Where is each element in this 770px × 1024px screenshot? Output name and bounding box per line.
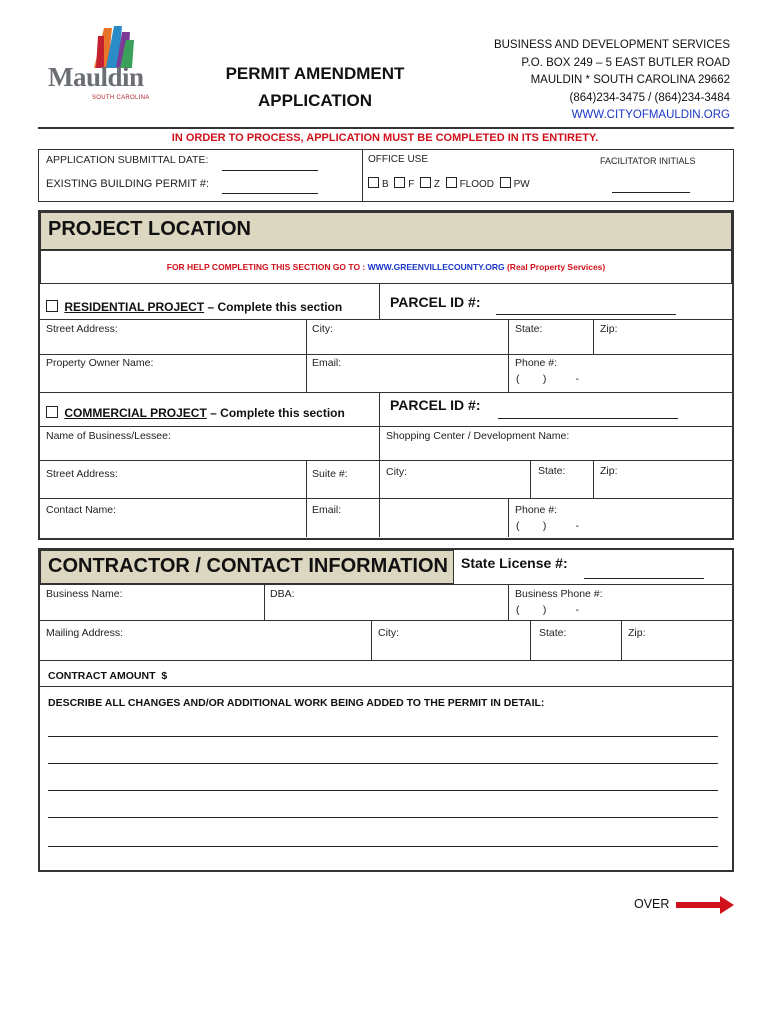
submittal-date-field[interactable] (222, 170, 318, 171)
describe-line-4[interactable] (48, 817, 718, 818)
existing-permit-field[interactable] (222, 193, 318, 194)
office-checkboxes (368, 177, 530, 190)
res-row1-top (40, 319, 732, 320)
facilitator-initials-label: FACILITATOR INITIALS (600, 156, 696, 166)
page-title-line1: PERMIT AMENDMENT (225, 64, 405, 83)
con-divider-state (530, 620, 531, 660)
describe-line-1[interactable] (48, 736, 718, 737)
org-website-link[interactable]: WWW.CITYOFMAULDIN.ORG (571, 109, 730, 121)
state-license-field[interactable] (584, 578, 704, 579)
org-contact-block (494, 37, 730, 125)
res-row2-top (40, 354, 732, 355)
com-divider-phone (508, 498, 509, 537)
com-state-label: State: (538, 465, 566, 477)
res-row-divider-b (508, 319, 509, 392)
residential-project-heading: RESIDENTIAL PROJECT – Complete this section (46, 300, 342, 314)
res-phone-label: Phone #: (515, 357, 558, 369)
org-phones: (864)234-3475 / (864)234-3484 (569, 91, 730, 104)
describe-line-2[interactable] (48, 763, 718, 764)
contractor-section (38, 548, 734, 872)
checkbox-icon (394, 177, 405, 188)
res-phone-format[interactable]: ( ) - (516, 373, 579, 385)
com-zip-label: Zip: (600, 465, 618, 477)
describe-changes-label: DESCRIBE ALL CHANGES AND/OR ADDITIONAL WORK BEING ADDED TO THE PERMIT IN DETAIL: (48, 697, 545, 709)
con-dba-label: DBA: (270, 588, 295, 600)
con-city-label: City: (378, 627, 399, 639)
res-owner-label: Property Owner Name: (46, 357, 154, 369)
header-divider (38, 127, 734, 129)
com-contact-label: Contact Name: (46, 504, 117, 516)
com-city-label: City: (386, 466, 407, 478)
city-logo (46, 22, 156, 108)
com-shopping-label: Shopping Center / Development Name: (386, 430, 570, 442)
con-divider-city (371, 620, 372, 660)
con-divider-zip (621, 620, 622, 660)
com-divider-state (530, 460, 531, 498)
com-phone-label: Phone #: (515, 504, 558, 516)
describe-line-3[interactable] (48, 790, 718, 791)
con-state-label: State: (539, 627, 567, 639)
res-row-divider-c (593, 319, 594, 354)
res-zip-label: Zip: (600, 323, 618, 335)
res-section-bottom (40, 392, 732, 393)
checkbox-icon (446, 177, 457, 188)
com-street-label: Street Address: (46, 468, 118, 480)
project-location-title: PROJECT LOCATION (48, 218, 251, 240)
office-check-f[interactable]: F (394, 179, 414, 190)
con-row4-top (40, 686, 732, 687)
com-divider-zip (593, 460, 594, 498)
com-parcel-box-left (379, 392, 380, 537)
org-address2: MAULDIN * SOUTH CAROLINA 29662 (530, 74, 730, 86)
con-row2-top (40, 620, 732, 621)
existing-permit-label: EXISTING BUILDING PERMIT #: (46, 178, 209, 190)
com-phone-format[interactable]: ( ) - (516, 520, 579, 532)
top-info-divider (362, 149, 363, 202)
con-divider-dba (264, 584, 265, 620)
res-row-divider-a (306, 319, 307, 392)
logo-subtext: SOUTH CAROLINA (92, 95, 150, 101)
com-row2-top (40, 460, 732, 461)
logo-text: Mauldin (48, 62, 144, 92)
com-row3-top (40, 498, 732, 499)
contractor-header (40, 550, 454, 584)
submittal-date-label: APPLICATION SUBMITTAL DATE: (46, 154, 209, 166)
res-city-label: City: (312, 323, 333, 335)
org-address1: P.O. BOX 249 – 5 EAST BUTLER ROAD (521, 56, 730, 69)
checkbox-icon (368, 177, 379, 188)
greenville-county-link[interactable]: WWW.GREENVILLECOUNTY.ORG (367, 262, 505, 272)
describe-line-5[interactable] (48, 846, 718, 847)
office-check-z[interactable]: Z (420, 179, 440, 190)
con-biz-phone-label: Business Phone #: (515, 588, 603, 600)
office-check-b[interactable]: B (368, 179, 389, 190)
org-name: BUSINESS AND DEVELOPMENT SERVICES (493, 39, 730, 51)
con-row1-top (40, 584, 732, 585)
office-use-label: OFFICE USE (368, 154, 429, 165)
page-title (200, 60, 430, 114)
com-suite-label: Suite #: (312, 468, 348, 480)
con-mailing-label: Mailing Address: (46, 627, 124, 639)
commercial-parcel-label: PARCEL ID #: (390, 397, 481, 413)
office-check-flood[interactable]: FLOOD (446, 179, 494, 190)
commercial-parcel-field[interactable] (498, 418, 678, 419)
page-title-line2: APPLICATION (258, 91, 372, 110)
commercial-checkbox[interactable] (46, 406, 58, 418)
facilitator-initials-field[interactable] (612, 192, 690, 193)
residential-parcel-field[interactable] (496, 314, 676, 315)
con-business-label: Business Name: (46, 588, 123, 600)
com-email-label: Email: (312, 504, 342, 516)
project-location-header (40, 212, 732, 250)
office-check-pw[interactable]: PW (500, 179, 530, 190)
over-label: OVER (634, 897, 670, 911)
commercial-project-heading: COMMERCIAL PROJECT – Complete this section (46, 406, 345, 420)
parcel-box-left (379, 284, 380, 319)
completion-notice: IN ORDER TO PROCESS, APPLICATION MUST BE COMPLETED IN ITS ENTIRETY. (171, 132, 599, 144)
state-license-label: State License #: (461, 555, 568, 571)
contract-amount-label: CONTRACT AMOUNT $ (48, 670, 168, 682)
checkbox-icon (420, 177, 431, 188)
help-text: FOR HELP COMPLETING THIS SECTION GO TO : WWW.GREENVILLECOUNTY.ORG (Real Property Services) (166, 262, 606, 272)
con-zip-label: Zip: (628, 627, 646, 639)
com-business-label: Name of Business/Lessee: (46, 430, 171, 442)
res-street-label: Street Address: (46, 323, 118, 335)
residential-parcel-label: PARCEL ID #: (390, 294, 481, 310)
residential-checkbox[interactable] (46, 300, 58, 312)
con-phone-format[interactable]: ( ) - (516, 604, 579, 616)
com-row1-top (40, 426, 732, 427)
right-arrow-icon (676, 896, 734, 914)
contractor-title: CONTRACTOR / CONTACT INFORMATION (48, 555, 448, 577)
res-email-label: Email: (312, 357, 342, 369)
con-row3-top (40, 660, 732, 661)
con-divider-phone (508, 584, 509, 620)
res-state-label: State: (515, 323, 543, 335)
checkbox-icon (500, 177, 511, 188)
